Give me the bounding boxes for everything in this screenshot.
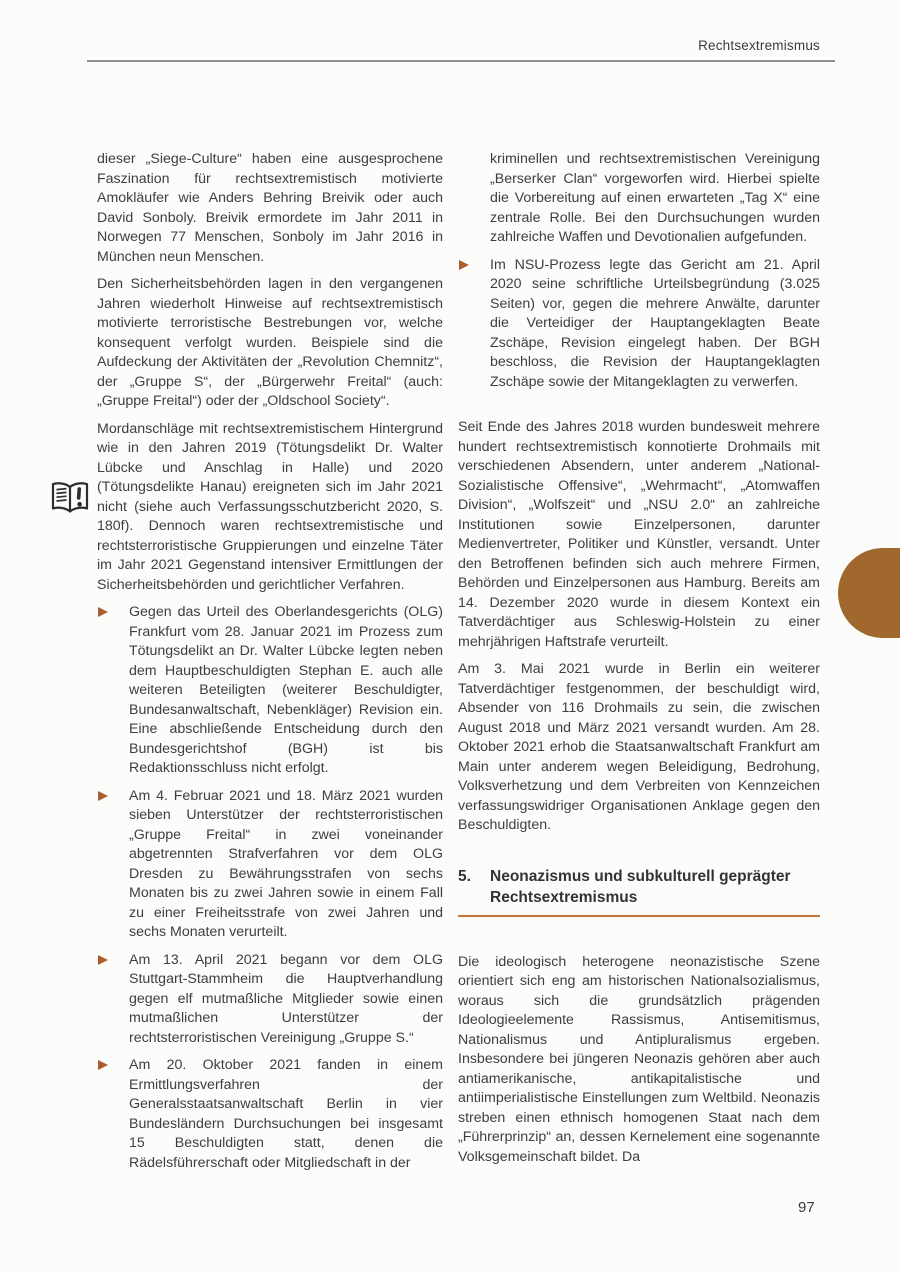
list-item-continuation: [458, 150, 820, 248]
list-item: [97, 603, 443, 779]
bullet-triangle-icon: [98, 607, 108, 617]
paragraph: Mordanschläge mit rechtsextremistischem Hintergrund wie in den Jahren 2019 (Tötungsdelikt Dr. Walter Lübcke und Anschlag in Halle) und 2020 (Tötungsdelikte Hanau) ereigneten sich im Jahr 2021 nicht (siehe auch Verfassungsschutzbericht 2020, S. 180f). Dennoch waren rechtsextremistische und rechtsterroristische Gruppierungen und einzelne Täter im Jahr 2021 Gegenstand intensiver Ermittlungen der Sicherheitsbehörden und gerichtlicher Verfahren.: [97, 420, 443, 593]
page-number: 97: [798, 1199, 815, 1216]
list-item-text: Am 13. April 2021 begann vor dem OLG Stuttgart-Stammheim die Hauptverhandlung gegen elf mutmaßliche Mitglieder sowie einen mutmaßlichen Unterstützer der rechtsterroristischen Vereinigung „Gruppe S.“: [129, 951, 443, 1046]
section-heading-rule: [458, 915, 820, 917]
running-header: Rechtsextremismus: [698, 38, 820, 53]
right-column: [458, 150, 820, 1175]
bullet-triangle-icon: [98, 1060, 108, 1070]
list-item: [97, 1056, 443, 1173]
bullet-triangle-icon: [98, 955, 108, 965]
list-item-text: Am 20. Oktober 2021 fanden in einem Ermittlungsverfahren der Generalsstaatsanwaltschaft Berlin in vier Bundesländern Durchsuchungen bei insgesamt 15 Beschuldigten statt, denen die Rädelsführerschaft oder Mitgliedschaft in der: [129, 1057, 443, 1171]
list-item-text: Gegen das Urteil des Oberlandesgerichts (OLG) Frankfurt vom 28. Januar 2021 im Prozess zum Tötungsdelikt an Dr. Walter Lübcke legten neben dem Hauptbeschuldigten Stephan E. auch alle weiteren Beteiligten (weiterer Beschuldigter, Bundesanwaltschaft, Nebenkläger) Revision ein. Eine abschließende Entscheidung durch den Bundesgerichtshof (BGH) ist bis Redaktionsschluss nicht erfolgt.: [129, 604, 443, 776]
paragraph: dieser „Siege-Culture“ haben eine ausgesprochene Faszination für rechtsextremistisch motivierte Amokläufer wie Anders Behring Breivik oder auch David Sonboly. Breivik ermordete im Jahr 2011 in Norwegen 77 Menschen, Sonboly im Jahr 2016 in München neun Menschen.: [97, 151, 443, 265]
bullet-triangle-icon: [98, 791, 108, 801]
section-title: Neonazismus und subkulturell geprägter Rechtsextremismus: [490, 867, 791, 906]
paragraph: Seit Ende des Jahres 2018 wurden bundesweit mehrere hundert rechtsextremistisch konnotierte Drohmails mit verschiedenen Absendern, unter anderem „National-Sozialistische Offensive“, „Wehrmacht“, „Atomwaffen Division“, „Wolfszeit“ und „NSU 2.0“ an zahlreiche Institutionen sowie Einzelpersonen, darunter Medienvertreter, Politiker und Künstler, versandt. Unter den Betroffenen befinden sich auch mehrere Firmen, Behörden und Einzelpersonen aus Hamburg. Bereits am 14. Dezember 2020 wurde in diesem Kontext ein Tatverdächtiger aus Schleswig-Holstein zu einer mehrjährigen Haftstrafe verurteilt.: [458, 419, 820, 650]
open-book-exclamation-icon: [50, 480, 90, 516]
header-rule: [87, 60, 835, 62]
bullet-list: [458, 150, 820, 392]
list-item: [97, 951, 443, 1049]
chapter-edge-tab: [838, 548, 900, 638]
paragraph: Den Sicherheitsbehörden lagen in den vergangenen Jahren wiederholt Hinweise auf rechtsextremistisch motivierte terroristische Bestrebungen vor, welche konsequent verfolgt wurden. Beispiele sind die Aufdeckung der Aktivitäten der „Revolution Chemnitz“, der „Gruppe S“, der „Bürgerwehr Freital“ (auch: „Gruppe Freital“) oder der „Oldschool Society“.: [97, 276, 443, 409]
section-heading: [458, 866, 820, 908]
bullet-triangle-icon: [459, 260, 469, 270]
list-item-text: Im NSU-Prozess legte das Gericht am 21. April 2020 seine schriftliche Urteilsbegründung (3.025 Seiten) vor, gegen die mehrere Anwälte, darunter die Verteidiger der Hauptangeklagten Beate Zschäpe, Revision eingelegt haben. Der BGH beschloss, die Revision der Hauptangeklagten Zschäpe sowie der Mitangeklagten zu verwerfen.: [490, 256, 820, 390]
paragraph: Am 3. Mai 2021 wurde in Berlin ein weiterer Tatverdächtiger festgenommen, der beschuldigt wird, Absender von 116 Drohmails zu sein, die zwischen August 2018 und März 2021 versandt wurden. Am 28. Oktober 2021 erhob die Staatsanwaltschaft Frankfurt am Main unter anderem wegen Beleidigung, Bedrohung, Volksverhetzung und dem Verbreiten von Kennzeichen verfassungswidriger Organisationen Anklage gegen den Beschuldigten.: [458, 661, 820, 833]
left-column: [97, 150, 443, 1181]
list-item: [458, 256, 820, 393]
bullet-list: [97, 603, 443, 1173]
list-item-text: kriminellen und rechtsextremistischen Vereinigung „Berserker Clan“ vorgeworfen wird. Hierbei spielte die Vorbereitung auf einen erwarteten „Tag X“ eine zentrale Rolle. Bei den Durchsuchungen wurden zahlreiche Waffen und Devotionalien aufgefunden.: [490, 151, 820, 245]
paragraph: Die ideologisch heterogene neonazistische Szene orientiert sich eng am historischen Nationalsozialismus, woraus sich die grundsätzlich prägenden Ideologieelemente Rassismus, Antisemitismus, Nationalismus und Antipluralismus ergeben. Insbesondere bei jüngeren Neonazis gehören aber auch antiamerikanische, antikapitalistische und antiimperialistische Einstellungen zum Weltbild. Neonazis streben einen ethnisch homogenen Staat nach dem „Führerprinzip“ an, dessen Kernelement eine sogenannte Volksgemeinschaft bildet. Da: [458, 953, 820, 1165]
list-item-text: Am 4. Februar 2021 und 18. März 2021 wurden sieben Unterstützer der rechtsterroristischen „Gruppe Freital“ in zwei voneinander abgetrennten Strafverfahren vor dem OLG Dresden zu Bewährungsstrafen von sechs Monaten bis zu zwei Jahren sowie in einem Fall zu einer Freiheitsstrafe von zwei Jahren und sechs Monaten verurteilt.: [129, 787, 443, 940]
list-item: [97, 787, 443, 943]
section-number: 5.: [458, 867, 471, 885]
